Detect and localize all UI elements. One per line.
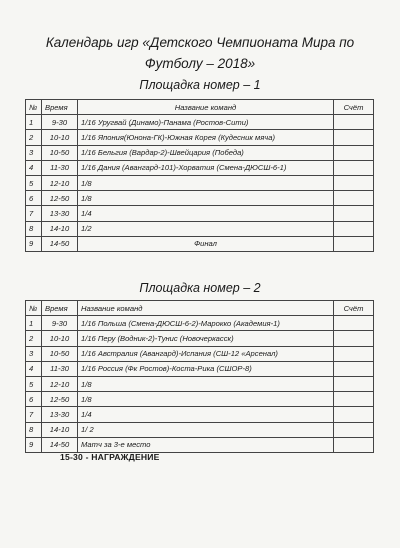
table-header-row [26, 301, 374, 316]
row-num: 6 [26, 392, 42, 407]
row-teams: 1/16 Уругвай (Динамо)-Панама (Ростов-Сити) [78, 115, 334, 130]
row-teams: 1/16 Австралия (Авангард)-Испания (СШ-12 «Арсенал) [78, 346, 334, 361]
row-time: 12-10 [42, 376, 78, 391]
table-row [26, 206, 374, 221]
row-time: 14-50 [42, 437, 78, 452]
table-row [26, 346, 374, 361]
row-score [334, 422, 374, 437]
row-num: 6 [26, 191, 42, 206]
table-row [26, 115, 374, 130]
row-time: 10-10 [42, 331, 78, 346]
row-score [334, 331, 374, 346]
table-row [26, 361, 374, 376]
row-num: 7 [26, 206, 42, 221]
row-teams: 1/8 [78, 376, 334, 391]
row-num: 4 [26, 160, 42, 175]
table-row [26, 160, 374, 175]
row-teams: 1/16 Россия (Фк Ростов)-Коста-Рика (СШОР-8) [78, 361, 334, 376]
row-time: 13-30 [42, 206, 78, 221]
row-time: 11-30 [42, 160, 78, 175]
row-num: 1 [26, 115, 42, 130]
row-teams: 1/8 [78, 175, 334, 190]
awards-ceremony-note: 15-30 - НАГРАЖДЕНИЕ [60, 452, 160, 462]
row-num: 2 [26, 331, 42, 346]
row-teams: 1/8 [78, 392, 334, 407]
title-line-1: Календарь игр «Детского Чемпионата Мира по [45, 35, 355, 50]
title-line-2: Футболу – 2018» [144, 56, 256, 71]
section-2-title: Площадка номер – 2 [139, 281, 261, 295]
row-num: 7 [26, 407, 42, 422]
header-num: № [26, 100, 42, 115]
row-time: 10-10 [42, 130, 78, 145]
table-row [26, 175, 374, 190]
row-score [334, 191, 374, 206]
row-time: 12-10 [42, 175, 78, 190]
row-time: 10-50 [42, 145, 78, 160]
header-time: Время [42, 100, 78, 115]
row-time: 14-50 [42, 236, 78, 251]
row-score [334, 376, 374, 391]
row-time: 9-30 [42, 316, 78, 331]
row-num: 3 [26, 346, 42, 361]
row-score [334, 361, 374, 376]
row-time: 14-10 [42, 221, 78, 236]
row-num: 2 [26, 130, 42, 145]
table-row [26, 376, 374, 391]
row-score [334, 437, 374, 452]
row-teams: 1/16 Дания (Авангард-101)-Хорватия (Смена-ДЮСШ-6-1) [78, 160, 334, 175]
document-title [40, 32, 360, 74]
row-num: 4 [26, 361, 42, 376]
row-score [334, 407, 374, 422]
row-teams: 1/ 2 [78, 422, 334, 437]
row-score [334, 145, 374, 160]
row-num: 1 [26, 316, 42, 331]
row-teams: Матч за 3-е место [78, 437, 334, 452]
table-row [26, 392, 374, 407]
schedule-table-2 [25, 300, 374, 453]
table-row [26, 437, 374, 452]
row-score [334, 175, 374, 190]
row-score [334, 316, 374, 331]
row-teams: 1/16 Япония(Юнона-ГК)-Южная Корея (Кудесник мяча) [78, 130, 334, 145]
header-num: № [26, 301, 42, 316]
table-row [26, 130, 374, 145]
table-row [26, 407, 374, 422]
row-score [334, 130, 374, 145]
row-score [334, 221, 374, 236]
row-score [334, 392, 374, 407]
row-num: 9 [26, 437, 42, 452]
header-time: Время [42, 301, 78, 316]
table-row [26, 422, 374, 437]
row-time: 12-50 [42, 392, 78, 407]
row-time: 9-30 [42, 115, 78, 130]
table-row [26, 316, 374, 331]
row-score [334, 115, 374, 130]
row-time: 14-10 [42, 422, 78, 437]
row-teams: 1/16 Бельгия (Вардар-2)-Швейцария (Победа) [78, 145, 334, 160]
row-teams: 1/16 Польша (Смена-ДЮСШ-6-2)-Марокко (Академия-1) [78, 316, 334, 331]
header-score: Счёт [334, 100, 374, 115]
row-teams: 1/16 Перу (Водник-2)-Тунис (Новочеркасск) [78, 331, 334, 346]
row-score [334, 160, 374, 175]
table-row [26, 236, 374, 251]
row-score [334, 236, 374, 251]
row-teams: 1/2 [78, 221, 334, 236]
row-score [334, 346, 374, 361]
header-score: Счёт [334, 301, 374, 316]
row-score [334, 206, 374, 221]
table-row [26, 331, 374, 346]
row-num: 8 [26, 221, 42, 236]
row-teams: 1/4 [78, 206, 334, 221]
row-num: 8 [26, 422, 42, 437]
row-num: 9 [26, 236, 42, 251]
row-teams: 1/8 [78, 191, 334, 206]
table-row [26, 145, 374, 160]
row-teams: Финал [78, 236, 334, 251]
row-time: 11-30 [42, 361, 78, 376]
row-time: 12-50 [42, 191, 78, 206]
row-num: 5 [26, 376, 42, 391]
schedule-table-1 [25, 99, 374, 252]
row-time: 10-50 [42, 346, 78, 361]
header-teams: Название команд [78, 301, 334, 316]
row-time: 13-30 [42, 407, 78, 422]
row-num: 5 [26, 175, 42, 190]
section-1-title: Площадка номер – 1 [139, 78, 261, 92]
table-row [26, 191, 374, 206]
row-teams: 1/4 [78, 407, 334, 422]
table-header-row [26, 100, 374, 115]
header-teams: Название команд [78, 100, 334, 115]
row-num: 3 [26, 145, 42, 160]
table-row [26, 221, 374, 236]
